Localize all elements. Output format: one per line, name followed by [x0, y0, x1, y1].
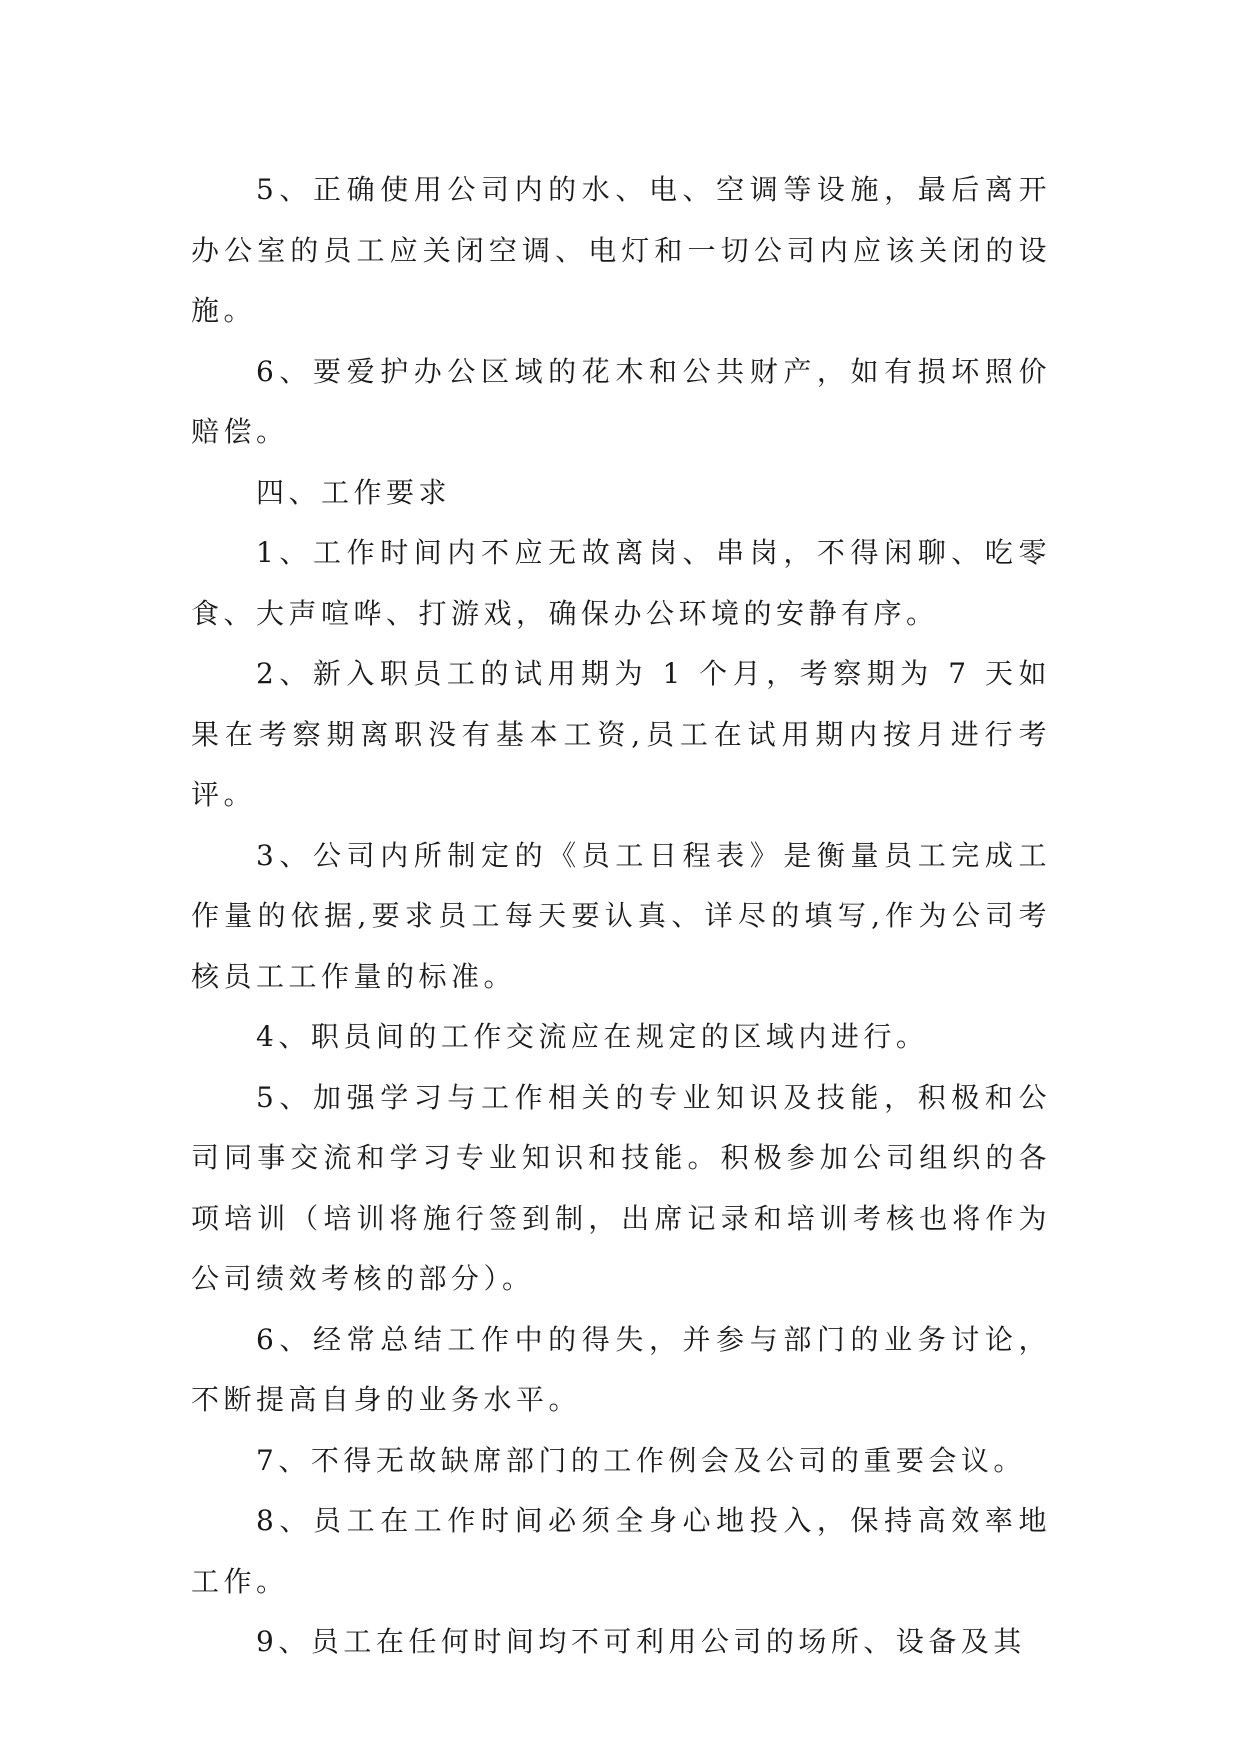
paragraph-item-4-communication: 4、职员间的工作交流应在规定的区域内进行。 [256, 1020, 929, 1053]
paragraph-item-3-schedule: 3、公司内所制定的《员工日程表》是衡量员工完成工作量的依据,要求员工每天要认真、详尽的填写,作为公司考核员工工作量的标准。 [191, 838, 1051, 993]
paragraph-item-6-summary: 6、经常总结工作中的得失，并参与部门的业务讨论，不断提高自身的业务水平。 [191, 1322, 1051, 1416]
paragraph-item-8-dedication: 8、员工在工作时间必须全身心地投入，保持高效率地工作。 [191, 1504, 1051, 1598]
paragraph-item-1-work-hours: 1、工作时间内不应无故离岗、串岗，不得闲聊、吃零食、大声喧哗、打游戏，确保办公环境的安静有序。 [191, 536, 1051, 630]
paragraph-item-5-facilities: 5、正确使用公司内的水、电、空调等设施，最后离开办公室的员工应关闭空调、电灯和一切公司内应该关闭的设施。 [191, 173, 1051, 327]
paragraph-item-7-meetings: 7、不得无故缺席部门的工作例会及公司的重要会议。 [256, 1443, 1026, 1477]
document-body [191, 160, 1051, 1673]
section-heading-work-requirements: 四、工作要求 [256, 475, 452, 509]
paragraph-item-9-company-resources: 9、员工在任何时间均不可利用公司的场所、设备及其 [256, 1625, 1026, 1658]
paragraph-item-6-property: 6、要爱护办公区域的花木和公共财产，如有损坏照价赔偿。 [191, 354, 1051, 448]
paragraph-item-5-learning: 5、加强学习与工作相关的专业知识及技能，积极和公司同事交流和学习专业知识和技能。积极参加公司组织的各项培训（培训将施行签到制，出席记录和培训考核也将作为公司绩效考核的部分）。 [191, 1080, 1051, 1295]
paragraph-item-2-probation: 2、新入职员工的试用期为 1 个月，考察期为 7 天如果在考察期离职没有基本工资,员工在试用期内按月进行考评。 [191, 657, 1051, 811]
